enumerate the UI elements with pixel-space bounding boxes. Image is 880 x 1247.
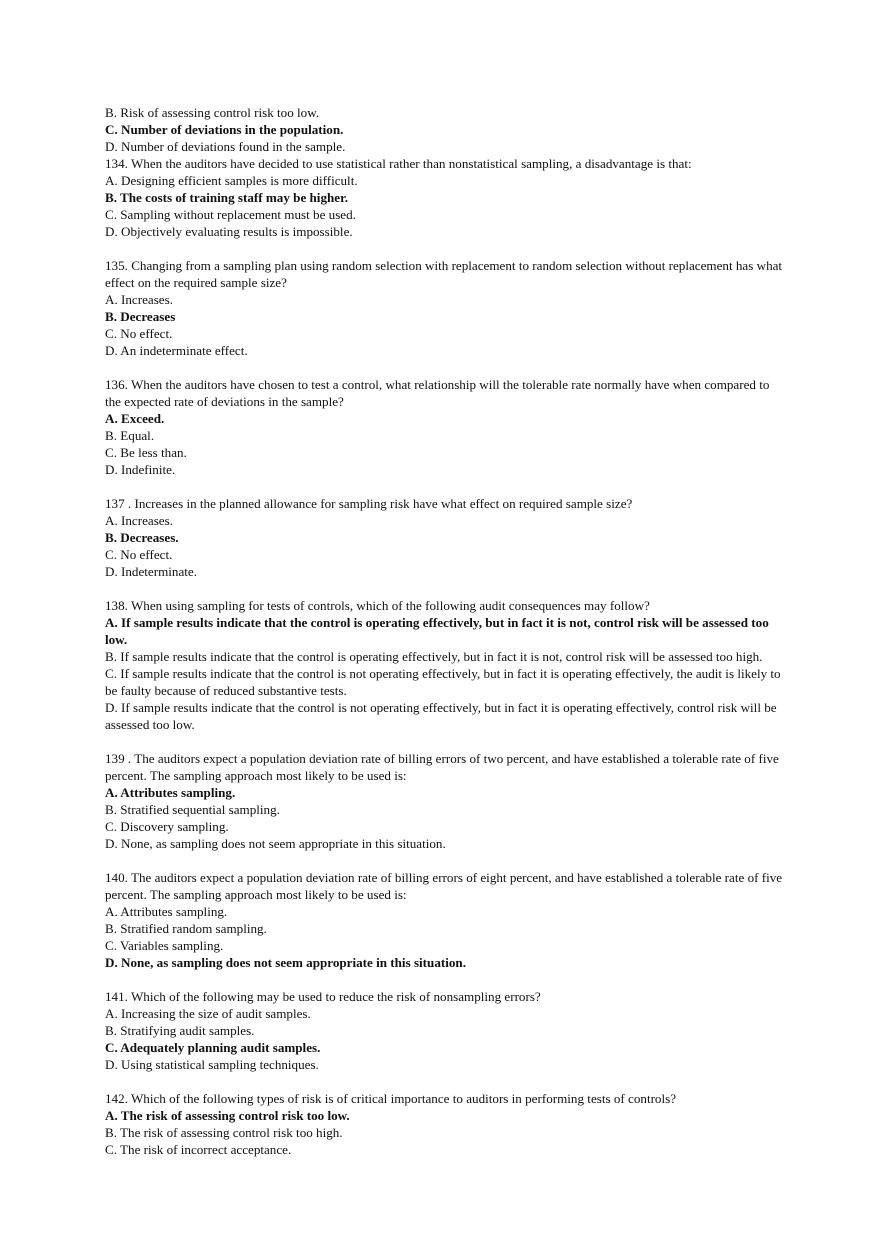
- answer-option: B. The risk of assessing control risk too high.: [105, 1125, 343, 1140]
- question-text: 137 . Increases in the planned allowance for sampling risk have what effect on required sample size?: [105, 496, 633, 511]
- answer-option: C. No effect.: [105, 547, 173, 562]
- correct-answer-option: B. The costs of training staff may be higher.: [105, 190, 348, 205]
- answer-option: C. If sample results indicate that the control is not operating effectively, but in fact it is operating effectively, the audit is likely to be faulty because of reduced substantive tests.: [105, 666, 781, 698]
- question-text: 140. The auditors expect a population deviation rate of billing errors of eight percent, and have established a tolerable rate of five percent. The sampling approach most likely to be used is:: [105, 870, 783, 902]
- paragraph-gap: [105, 971, 785, 988]
- answer-option: D. Indefinite.: [105, 462, 176, 477]
- answer-option: B. Stratifying audit samples.: [105, 1023, 255, 1038]
- answer-option: A. Increasing the size of audit samples.: [105, 1006, 311, 1021]
- answer-option: A. Increases.: [105, 513, 173, 528]
- answer-option: B. Equal.: [105, 428, 155, 443]
- paragraph-gap: [105, 240, 785, 257]
- answer-option: D. None, as sampling does not seem appropriate in this situation.: [105, 836, 446, 851]
- answer-option: C. No effect.: [105, 326, 173, 341]
- question-text: 136. When the auditors have chosen to test a control, what relationship will the tolerable rate normally have when compared to the expected rate of deviations in the sample?: [105, 377, 770, 409]
- answer-option: C. The risk of incorrect acceptance.: [105, 1142, 292, 1157]
- correct-answer-option: C. Number of deviations in the population.: [105, 122, 344, 137]
- question-text: 138. When using sampling for tests of controls, which of the following audit consequences may follow?: [105, 598, 650, 613]
- answer-option: C. Sampling without replacement must be used.: [105, 207, 356, 222]
- answer-option: C. Discovery sampling.: [105, 819, 229, 834]
- answer-option: D. Indeterminate.: [105, 564, 197, 579]
- question-text: 139 . The auditors expect a population deviation rate of billing errors of two percent, and have established a tolerable rate of five percent. The sampling approach most likely to be used is:: [105, 751, 779, 783]
- correct-answer-option: C. Adequately planning audit samples.: [105, 1040, 321, 1055]
- answer-option: B. Risk of assessing control risk too low.: [105, 105, 320, 120]
- answer-option: D. Using statistical sampling techniques.: [105, 1057, 319, 1072]
- answer-option: A. Attributes sampling.: [105, 904, 228, 919]
- answer-option: B. Stratified sequential sampling.: [105, 802, 280, 817]
- correct-answer-option: A. The risk of assessing control risk too low.: [105, 1108, 350, 1123]
- correct-answer-option: A. Attributes sampling.: [105, 785, 236, 800]
- paragraph-gap: [105, 733, 785, 750]
- paragraph-gap: [105, 359, 785, 376]
- correct-answer-option: A. Exceed.: [105, 411, 165, 426]
- answer-option: C. Variables sampling.: [105, 938, 224, 953]
- answer-option: B. If sample results indicate that the control is operating effectively, but in fact it is not, control risk will be assessed too high.: [105, 649, 763, 664]
- question-text: 135. Changing from a sampling plan using random selection with replacement to random selection without replacement has what effect on the required sample size?: [105, 258, 783, 290]
- correct-answer-option: B. Decreases.: [105, 530, 179, 545]
- answer-option: A. Increases.: [105, 292, 173, 307]
- question-text: 134. When the auditors have decided to use statistical rather than nonstatistical sampling, a disadvantage is that:: [105, 156, 692, 171]
- document-content: [105, 104, 785, 1158]
- answer-option: C. Be less than.: [105, 445, 187, 460]
- paragraph-gap: [105, 580, 785, 597]
- correct-answer-option: A. If sample results indicate that the control is operating effectively, but in fact it is not, control risk will be assessed too low.: [105, 615, 769, 647]
- paragraph-gap: [105, 478, 785, 495]
- answer-option: B. Stratified random sampling.: [105, 921, 267, 936]
- answer-option: D. An indeterminate effect.: [105, 343, 248, 358]
- correct-answer-option: B. Decreases: [105, 309, 176, 324]
- answer-option: D. Number of deviations found in the sample.: [105, 139, 346, 154]
- question-text: 141. Which of the following may be used to reduce the risk of nonsampling errors?: [105, 989, 541, 1004]
- paragraph-gap: [105, 1073, 785, 1090]
- answer-option: D. If sample results indicate that the control is not operating effectively, but in fact it is operating effectively, control risk will be assessed too low.: [105, 700, 777, 732]
- paragraph-gap: [105, 852, 785, 869]
- answer-option: D. Objectively evaluating results is impossible.: [105, 224, 353, 239]
- answer-option: A. Designing efficient samples is more difficult.: [105, 173, 358, 188]
- question-text: 142. Which of the following types of risk is of critical importance to auditors in performing tests of controls?: [105, 1091, 677, 1106]
- correct-answer-option: D. None, as sampling does not seem appropriate in this situation.: [105, 955, 466, 970]
